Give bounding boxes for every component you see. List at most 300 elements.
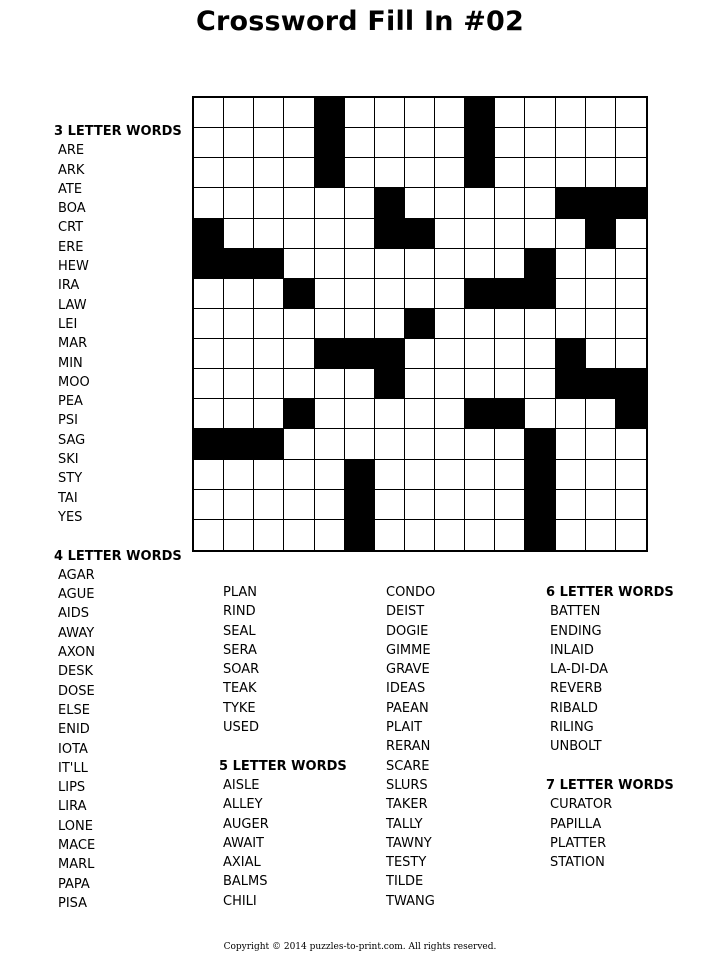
- grid-cell[interactable]: [284, 98, 314, 128]
- grid-cell[interactable]: [465, 249, 495, 279]
- word-list-item: LAW: [58, 297, 87, 313]
- grid-cell[interactable]: [194, 128, 224, 158]
- grid-block: [525, 249, 555, 279]
- grid-cell[interactable]: [224, 219, 254, 249]
- grid-cell[interactable]: [315, 188, 345, 218]
- grid-cell[interactable]: [556, 249, 586, 279]
- grid-block: [525, 490, 555, 520]
- grid-cell[interactable]: [315, 490, 345, 520]
- grid-cell[interactable]: [556, 490, 586, 520]
- grid-cell[interactable]: [525, 399, 555, 429]
- grid-cell[interactable]: [586, 339, 616, 369]
- grid-block: [375, 219, 405, 249]
- word-list-item: GRAVE: [386, 662, 430, 678]
- grid-cell[interactable]: [254, 158, 284, 188]
- grid-cell[interactable]: [586, 98, 616, 128]
- grid-cell[interactable]: [586, 429, 616, 459]
- word-list-item: TALLY: [386, 816, 423, 832]
- grid-cell[interactable]: [435, 219, 465, 249]
- grid-block: [375, 339, 405, 369]
- grid-block: [465, 98, 495, 128]
- grid-block: [525, 460, 555, 490]
- word-list-item: PLAN: [223, 585, 257, 600]
- grid-cell[interactable]: [194, 460, 224, 490]
- grid-cell[interactable]: [495, 429, 525, 459]
- grid-cell[interactable]: [254, 279, 284, 309]
- grid-cell[interactable]: [224, 158, 254, 188]
- word-list-item: DEIST: [386, 604, 425, 620]
- grid-cell[interactable]: [254, 369, 284, 399]
- word-list-item: TESTY: [386, 855, 427, 871]
- grid-cell[interactable]: [405, 279, 435, 309]
- grid-cell[interactable]: [284, 158, 314, 188]
- grid-cell[interactable]: [345, 369, 375, 399]
- grid-cell[interactable]: [254, 128, 284, 158]
- grid-cell[interactable]: [224, 98, 254, 128]
- grid-cell[interactable]: [284, 219, 314, 249]
- word-list-item: MIN: [58, 355, 83, 371]
- grid-cell[interactable]: [495, 158, 525, 188]
- grid-cell[interactable]: [194, 490, 224, 520]
- word-list-item: PSI: [58, 413, 78, 429]
- grid-cell[interactable]: [254, 490, 284, 520]
- word-list-item: RERAN: [386, 739, 431, 755]
- grid-cell[interactable]: [224, 279, 254, 309]
- grid-cell[interactable]: [194, 520, 224, 550]
- grid-block: [254, 429, 284, 459]
- word-list-item: ARK: [58, 162, 85, 178]
- grid-cell[interactable]: [556, 128, 586, 158]
- grid-block: [375, 369, 405, 399]
- grid-cell[interactable]: [254, 98, 284, 128]
- grid-cell[interactable]: [586, 128, 616, 158]
- grid-cell[interactable]: [435, 520, 465, 550]
- grid-cell[interactable]: [495, 490, 525, 520]
- grid-cell[interactable]: [586, 158, 616, 188]
- grid-cell[interactable]: [586, 490, 616, 520]
- grid-cell[interactable]: [405, 339, 435, 369]
- word-list-item: TYKE: [223, 700, 256, 716]
- grid-cell[interactable]: [405, 399, 435, 429]
- grid-cell[interactable]: [284, 188, 314, 218]
- grid-block: [284, 279, 314, 309]
- grid-cell[interactable]: [375, 399, 405, 429]
- word-list-item: PISA: [58, 895, 88, 911]
- grid-cell[interactable]: [616, 279, 646, 309]
- grid-cell[interactable]: [405, 369, 435, 399]
- grid-cell[interactable]: [405, 460, 435, 490]
- grid-cell[interactable]: [375, 490, 405, 520]
- grid-cell[interactable]: [284, 520, 314, 550]
- grid-cell[interactable]: [405, 249, 435, 279]
- grid-block: [405, 309, 435, 339]
- grid-cell[interactable]: [315, 399, 345, 429]
- grid-cell[interactable]: [194, 399, 224, 429]
- grid-block: [345, 520, 375, 550]
- word-list-spacer: [219, 737, 347, 756]
- grid-cell[interactable]: [224, 339, 254, 369]
- grid-cell[interactable]: [586, 520, 616, 550]
- grid-block: [586, 188, 616, 218]
- word-list-item: MACE: [58, 837, 96, 853]
- grid-cell[interactable]: [525, 98, 555, 128]
- grid-cell[interactable]: [556, 429, 586, 459]
- grid-cell[interactable]: [315, 429, 345, 459]
- grid-cell[interactable]: [435, 490, 465, 520]
- grid-block: [224, 429, 254, 459]
- grid-cell[interactable]: [375, 429, 405, 459]
- grid-cell[interactable]: [224, 399, 254, 429]
- grid-cell[interactable]: [495, 339, 525, 369]
- grid-block: [556, 369, 586, 399]
- word-list-item: SCARE: [386, 758, 430, 774]
- grid-cell[interactable]: [254, 188, 284, 218]
- grid-block: [616, 399, 646, 429]
- word-list-item: SEAL: [223, 623, 256, 639]
- grid-cell[interactable]: [194, 188, 224, 218]
- grid-cell[interactable]: [586, 279, 616, 309]
- grid-cell[interactable]: [616, 249, 646, 279]
- grid-cell[interactable]: [375, 98, 405, 128]
- word-list-item: ELSE: [58, 702, 90, 718]
- word-list-item: CHILI: [223, 893, 257, 909]
- word-list-item: AXIAL: [223, 855, 261, 871]
- grid-cell[interactable]: [556, 158, 586, 188]
- grid-cell[interactable]: [284, 369, 314, 399]
- grid-cell[interactable]: [224, 490, 254, 520]
- grid-cell[interactable]: [375, 460, 405, 490]
- word-list-item: GIMME: [386, 642, 431, 658]
- grid-block: [586, 219, 616, 249]
- word-list-item: LA-DI-DA: [550, 662, 609, 678]
- grid-cell[interactable]: [435, 399, 465, 429]
- word-list-item: BALMS: [223, 874, 268, 890]
- grid-cell[interactable]: [525, 339, 555, 369]
- grid-cell[interactable]: [495, 309, 525, 339]
- grid-cell[interactable]: [616, 429, 646, 459]
- grid-cell[interactable]: [525, 188, 555, 218]
- grid-cell[interactable]: [556, 219, 586, 249]
- grid-cell[interactable]: [315, 520, 345, 550]
- grid-cell[interactable]: [435, 309, 465, 339]
- word-list-item: PAPA: [58, 876, 90, 892]
- grid-block: [465, 279, 495, 309]
- grid-block: [525, 279, 555, 309]
- word-list-item: AIDS: [58, 606, 89, 622]
- grid-cell[interactable]: [556, 460, 586, 490]
- grid-block: [405, 219, 435, 249]
- grid-cell[interactable]: [616, 490, 646, 520]
- word-list-item: STY: [58, 471, 83, 487]
- grid-cell[interactable]: [224, 128, 254, 158]
- grid-cell[interactable]: [616, 339, 646, 369]
- grid-cell[interactable]: [616, 128, 646, 158]
- grid-cell[interactable]: [345, 309, 375, 339]
- word-list-column-3: [382, 583, 435, 911]
- grid-cell[interactable]: [465, 369, 495, 399]
- word-list-item: ATE: [58, 181, 83, 197]
- grid-cell[interactable]: [345, 188, 375, 218]
- grid-cell[interactable]: [465, 339, 495, 369]
- grid-cell[interactable]: [194, 369, 224, 399]
- word-list-column-2: [219, 583, 347, 911]
- grid-cell[interactable]: [405, 429, 435, 459]
- word-list-item: ERE: [58, 239, 84, 255]
- grid-cell[interactable]: [435, 188, 465, 218]
- grid-cell[interactable]: [194, 158, 224, 188]
- word-list-header: 5 LETTER WORDS: [219, 758, 347, 774]
- grid-cell[interactable]: [525, 309, 555, 339]
- grid-cell[interactable]: [435, 128, 465, 158]
- word-list-item: PLAIT: [386, 720, 423, 736]
- word-list-item: CURATOR: [550, 797, 613, 813]
- grid-cell[interactable]: [495, 520, 525, 550]
- grid-cell[interactable]: [556, 309, 586, 339]
- grid-cell[interactable]: [345, 279, 375, 309]
- grid-cell[interactable]: [315, 369, 345, 399]
- grid-cell[interactable]: [616, 520, 646, 550]
- grid-cell[interactable]: [194, 309, 224, 339]
- grid-cell[interactable]: [435, 249, 465, 279]
- grid-block: [224, 249, 254, 279]
- word-list-item: RILING: [550, 720, 594, 736]
- word-list-item: INLAID: [550, 642, 594, 658]
- grid-cell[interactable]: [556, 520, 586, 550]
- grid-cell[interactable]: [556, 399, 586, 429]
- word-list-item: SOAR: [223, 662, 260, 678]
- grid-cell[interactable]: [435, 339, 465, 369]
- grid-cell[interactable]: [254, 399, 284, 429]
- grid-cell[interactable]: [315, 279, 345, 309]
- word-list-item: TWANG: [386, 893, 435, 909]
- word-list-item: USED: [223, 720, 259, 736]
- grid-cell[interactable]: [224, 520, 254, 550]
- grid-cell[interactable]: [375, 158, 405, 188]
- word-list-item: TAWNY: [386, 835, 432, 851]
- grid-cell[interactable]: [465, 460, 495, 490]
- word-list-item: RIBALD: [550, 700, 598, 716]
- word-list-item: DOGIE: [386, 623, 429, 639]
- grid-cell[interactable]: [405, 158, 435, 188]
- word-list-item: IT'LL: [58, 760, 88, 776]
- word-list-item: REVERB: [550, 681, 603, 697]
- grid-block: [315, 158, 345, 188]
- word-list-item: CRT: [58, 220, 84, 236]
- word-list-item: IRA: [58, 278, 80, 294]
- grid-cell[interactable]: [495, 369, 525, 399]
- grid-cell[interactable]: [284, 460, 314, 490]
- word-list-item: AGUE: [58, 587, 95, 603]
- grid-cell[interactable]: [586, 249, 616, 279]
- grid-cell[interactable]: [405, 128, 435, 158]
- word-list-item: PEA: [58, 394, 83, 410]
- grid-block: [495, 399, 525, 429]
- word-list-item: MAR: [58, 336, 88, 352]
- word-list-item: LONE: [58, 818, 93, 834]
- word-list-item: PLATTER: [550, 835, 607, 851]
- grid-cell[interactable]: [616, 309, 646, 339]
- grid-cell[interactable]: [254, 520, 284, 550]
- word-list-item: ALLEY: [223, 797, 263, 813]
- grid-cell[interactable]: [586, 460, 616, 490]
- word-list-item: AISLE: [223, 777, 260, 793]
- word-list-item: STATION: [550, 855, 605, 871]
- word-list-spacer: [546, 757, 674, 776]
- grid-block: [254, 249, 284, 279]
- grid-cell[interactable]: [315, 309, 345, 339]
- grid-cell[interactable]: [254, 219, 284, 249]
- word-list-header: 6 LETTER WORDS: [546, 585, 674, 600]
- word-list-item: SAG: [58, 432, 86, 448]
- grid-cell[interactable]: [525, 369, 555, 399]
- grid-cell[interactable]: [616, 460, 646, 490]
- grid-cell[interactable]: [435, 460, 465, 490]
- grid-cell[interactable]: [495, 128, 525, 158]
- word-list-item: TEAK: [223, 681, 257, 697]
- word-list-header: 3 LETTER WORDS: [54, 124, 182, 139]
- grid-cell[interactable]: [375, 128, 405, 158]
- grid-cell[interactable]: [375, 309, 405, 339]
- grid-cell[interactable]: [435, 158, 465, 188]
- word-list-item: SLURS: [386, 777, 428, 793]
- grid-cell[interactable]: [194, 339, 224, 369]
- grid-block: [465, 399, 495, 429]
- word-list-item: YES: [58, 509, 83, 525]
- grid-cell[interactable]: [405, 520, 435, 550]
- grid-cell[interactable]: [465, 490, 495, 520]
- grid-cell[interactable]: [525, 128, 555, 158]
- word-list-item: TILDE: [386, 874, 424, 890]
- grid-cell[interactable]: [315, 460, 345, 490]
- grid-cell[interactable]: [224, 188, 254, 218]
- word-list-item: PAEAN: [386, 700, 429, 716]
- word-list-header: 7 LETTER WORDS: [546, 777, 674, 793]
- grid-cell[interactable]: [345, 249, 375, 279]
- grid-cell[interactable]: [405, 490, 435, 520]
- grid-cell[interactable]: [345, 399, 375, 429]
- grid-cell[interactable]: [284, 128, 314, 158]
- grid-cell[interactable]: [435, 369, 465, 399]
- grid-cell[interactable]: [345, 219, 375, 249]
- grid-block: [345, 460, 375, 490]
- grid-cell[interactable]: [375, 520, 405, 550]
- grid-cell[interactable]: [435, 429, 465, 459]
- grid-cell[interactable]: [465, 309, 495, 339]
- grid-cell[interactable]: [435, 98, 465, 128]
- grid-cell[interactable]: [495, 249, 525, 279]
- grid-cell[interactable]: [375, 279, 405, 309]
- grid-cell[interactable]: [315, 249, 345, 279]
- word-list-item: CONDO: [386, 585, 436, 600]
- word-list-item: PAPILLA: [550, 816, 602, 832]
- word-list-item: SKI: [58, 452, 79, 468]
- grid-cell[interactable]: [525, 158, 555, 188]
- word-list-item: RIND: [223, 604, 256, 620]
- word-list-item: AUGER: [223, 816, 269, 832]
- grid-block: [556, 339, 586, 369]
- grid-cell[interactable]: [224, 369, 254, 399]
- grid-cell[interactable]: [495, 188, 525, 218]
- grid-block: [284, 399, 314, 429]
- word-list-item: BATTEN: [550, 604, 601, 620]
- grid-block: [495, 279, 525, 309]
- grid-cell[interactable]: [315, 219, 345, 249]
- grid-block: [586, 369, 616, 399]
- grid-cell[interactable]: [224, 460, 254, 490]
- grid-block: [315, 339, 345, 369]
- grid-cell[interactable]: [375, 249, 405, 279]
- grid-block: [194, 429, 224, 459]
- grid-cell[interactable]: [495, 460, 525, 490]
- word-list-item: LEI: [58, 316, 78, 332]
- puzzle-title: Crossword Fill In #02: [195, 6, 525, 37]
- grid-block: [525, 429, 555, 459]
- word-list-column-1: [54, 122, 182, 913]
- grid-cell[interactable]: [556, 98, 586, 128]
- word-list-column-4: [546, 583, 674, 872]
- grid-cell[interactable]: [556, 279, 586, 309]
- grid-cell[interactable]: [345, 98, 375, 128]
- grid-cell[interactable]: [465, 188, 495, 218]
- grid-cell[interactable]: [254, 339, 284, 369]
- grid-block: [194, 219, 224, 249]
- grid-cell[interactable]: [616, 98, 646, 128]
- grid-cell[interactable]: [586, 309, 616, 339]
- grid-cell[interactable]: [284, 339, 314, 369]
- grid-cell[interactable]: [435, 279, 465, 309]
- grid-cell[interactable]: [345, 429, 375, 459]
- grid-cell[interactable]: [284, 249, 314, 279]
- grid-block: [525, 520, 555, 550]
- grid-cell[interactable]: [194, 279, 224, 309]
- word-list-spacer: [54, 527, 182, 546]
- grid-block: [616, 369, 646, 399]
- word-list-item: BOA: [58, 201, 86, 217]
- grid-cell[interactable]: [405, 188, 435, 218]
- word-list-item: MOO: [58, 374, 90, 390]
- word-list-item: DOSE: [58, 683, 95, 699]
- grid-cell[interactable]: [284, 309, 314, 339]
- grid-cell[interactable]: [345, 128, 375, 158]
- grid-cell[interactable]: [465, 429, 495, 459]
- word-list-item: IOTA: [58, 741, 88, 757]
- grid-cell[interactable]: [495, 219, 525, 249]
- grid-cell[interactable]: [465, 520, 495, 550]
- grid-cell[interactable]: [465, 219, 495, 249]
- grid-cell[interactable]: [254, 309, 284, 339]
- grid-cell[interactable]: [586, 399, 616, 429]
- grid-cell[interactable]: [254, 460, 284, 490]
- crossword-grid: [192, 96, 648, 552]
- grid-block: [345, 339, 375, 369]
- word-list-item: IDEAS: [386, 681, 426, 697]
- grid-block: [315, 98, 345, 128]
- grid-cell[interactable]: [224, 309, 254, 339]
- word-list-item: TAI: [58, 490, 78, 506]
- grid-cell[interactable]: [284, 490, 314, 520]
- grid-cell[interactable]: [345, 158, 375, 188]
- grid-cell[interactable]: [405, 98, 435, 128]
- grid-cell[interactable]: [525, 219, 555, 249]
- word-list-item: HEW: [58, 259, 89, 275]
- grid-cell[interactable]: [616, 219, 646, 249]
- grid-block: [556, 188, 586, 218]
- grid-cell[interactable]: [284, 429, 314, 459]
- grid-cell[interactable]: [495, 98, 525, 128]
- grid-cell[interactable]: [194, 98, 224, 128]
- copyright-footer: Copyright © 2014 puzzles-to-print.com. All rights reserved.: [223, 942, 497, 952]
- grid-cell[interactable]: [616, 158, 646, 188]
